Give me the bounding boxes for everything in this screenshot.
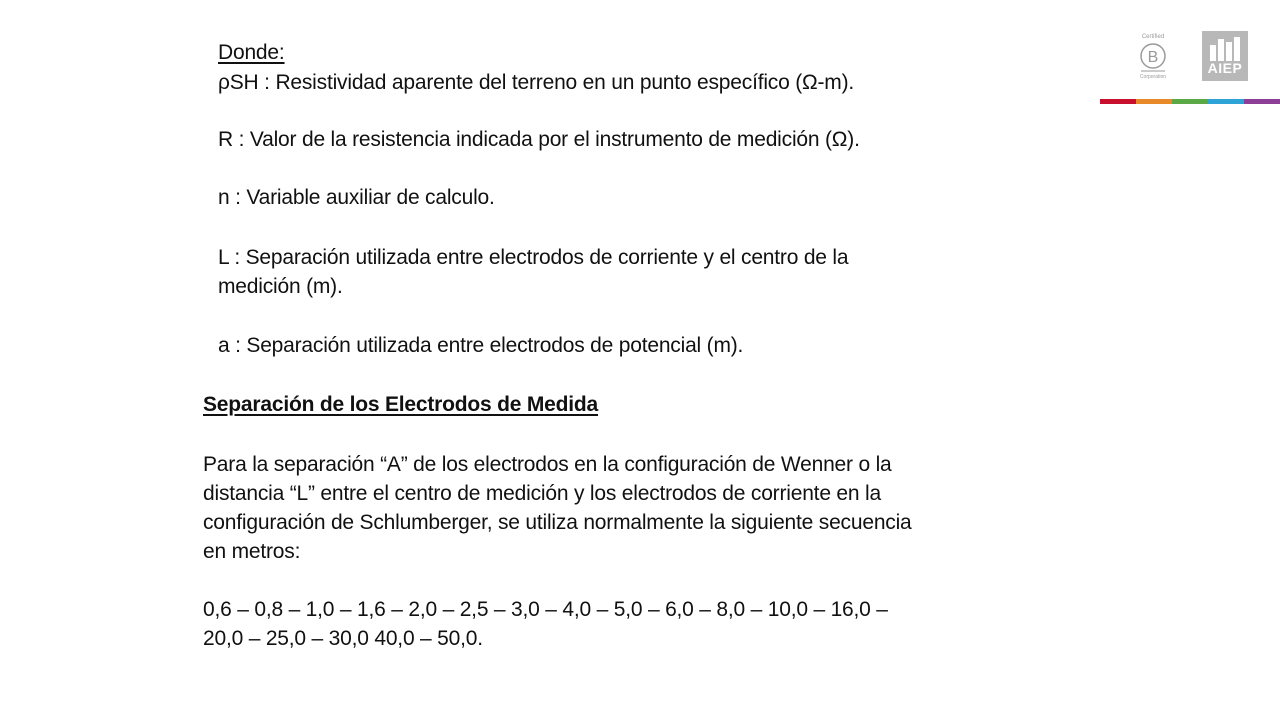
bcorp-corporation-text: Corporation bbox=[1139, 74, 1167, 80]
sequence-line: 20,0 – 25,0 – 30,0 40,0 – 50,0. bbox=[203, 627, 483, 650]
section-heading: Separación de los Electrodos de Medida bbox=[203, 393, 599, 416]
sequence-line: 0,6 – 0,8 – 1,0 – 1,6 – 2,0 – 2,5 – 3,0 – 4,0 – 5,0 – 6,0 – 8,0 – 10,0 – 16,0 – bbox=[203, 598, 888, 621]
bcorp-logo bbox=[1130, 30, 1176, 82]
paragraph-line: configuración de Schlumberger, se utiliza normalmente la siguiente secuencia bbox=[203, 511, 912, 534]
aiep-building-icon bbox=[1202, 33, 1248, 63]
rho-symbol: ρSH bbox=[218, 71, 259, 94]
color-segment bbox=[1244, 99, 1280, 104]
rho-text: : Resistividad aparente del terreno en un punto específico (Ω-m). bbox=[264, 71, 855, 94]
color-segment bbox=[1136, 99, 1172, 104]
color-segment bbox=[1172, 99, 1208, 104]
bcorp-certified-text: Certified bbox=[1141, 34, 1165, 40]
l-definition-line-2: medición (m). bbox=[218, 275, 343, 298]
l-definition-line-1: L : Separación utilizada entre electrodos de corriente y el centro de la bbox=[218, 246, 849, 269]
bcorp-letter: B bbox=[1147, 49, 1159, 66]
paragraph-line: en metros: bbox=[203, 540, 301, 563]
brand-color-bar bbox=[1100, 99, 1280, 104]
donde-label: Donde: bbox=[218, 41, 285, 64]
paragraph-line: Para la separación “A” de los electrodos en la configuración de Wenner o la bbox=[203, 453, 892, 476]
paragraph-line: distancia “L” entre el centro de medición y los electrodos de corriente en la bbox=[203, 482, 881, 505]
aiep-logo bbox=[1202, 31, 1248, 81]
n-definition: n : Variable auxiliar de calculo. bbox=[218, 186, 495, 209]
aiep-logo-text: AIEP bbox=[1207, 60, 1243, 76]
color-segment bbox=[1208, 99, 1244, 104]
color-segment bbox=[1100, 99, 1136, 104]
a-definition: a : Separación utilizada entre electrodos de potencial (m). bbox=[218, 334, 744, 357]
rho-definition bbox=[218, 68, 854, 97]
r-definition: R : Valor de la resistencia indicada por el instrumento de medición (Ω). bbox=[218, 128, 860, 151]
